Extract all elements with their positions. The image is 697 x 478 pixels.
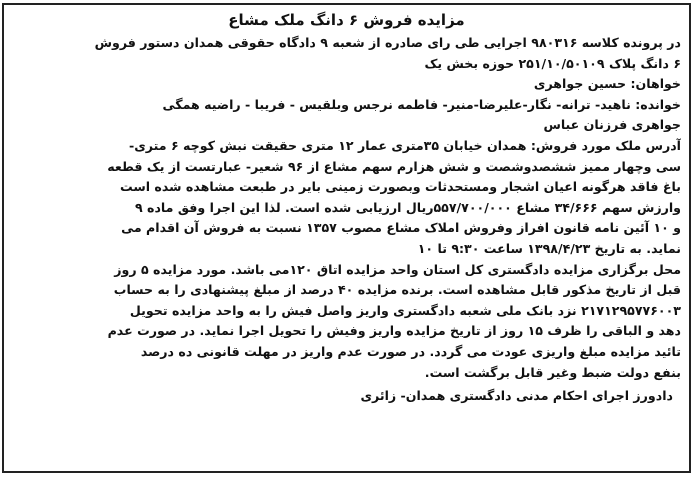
signature-line: دادورز اجرای احکام مدنی دادگستری همدان- زائری xyxy=(360,388,673,404)
body-line: محل برگزاری مزایده دادگستری کل استان واحد مزایده اتاق ۱۲۰می باشد. مورد مزایده ۵ روز xyxy=(114,261,681,277)
body-line: جواهری فرزنان عباس xyxy=(543,117,681,133)
body-line: ۲۱۷۱۲۹۵۷۷۶۰۰۳ نزد بانک ملی شعبه دادگستری واریز واصل فیش را به واحد مزایده تحویل xyxy=(129,302,681,318)
body-line: و ۱۰ آئین نامه قانون افراز وفروش املاک مشاع مصوب ۱۳۵۷ نسبت به فروش آن اقدام می xyxy=(121,220,681,236)
body-line: ۶ دانگ پلاک ۲۵۱/۱۰/۵۰۱۰۹ حوزه بخش یک xyxy=(424,55,681,71)
body-line: خواهان: حسین جواهری xyxy=(533,76,681,92)
notice-body xyxy=(12,33,681,383)
body-line: وارزش سهم ۳۴/۶۶۶ مشاع ۵۵۷/۷۰۰/۰۰۰ریال ارزیابی شده است. لذا این اجرا وفق ماده ۹ xyxy=(134,199,681,215)
body-line: آدرس ملک مورد فروش: همدان خیابان ۳۵متری عمار ۱۲ متری حقیقت نبش کوچه ۶ متری- xyxy=(129,137,681,153)
body-line: در پرونده کلاسه ۹۸۰۳۱۶ اجرایی طی رای صادره از شعبه ۹ دادگاه حقوقی همدان دستور فروش xyxy=(94,35,681,50)
body-line: بنفع دولت ضبط وغیر قابل برگشت است. xyxy=(424,364,681,380)
notice-box xyxy=(2,3,691,473)
body-line: قبل از تاریخ مذکور قابل مشاهده است. برنده مزایده ۴۰ درصد از مبلغ پیشنهادی را به حساب xyxy=(113,282,681,298)
body-line: دهد و الباقی را ظرف ۱۵ روز از تاریخ مزایده واریز وفیش را تحویل اجرا نماید. در صورت عدم xyxy=(107,323,681,339)
body-line: باغ فاقد هرگونه اعیان اشجار ومستحدثات وبصورت زمینی بایر در طبعت مشاهده شده است xyxy=(120,179,681,195)
body-line: تائید مزایده مبلغ واریزی عودت می گردد. در صورت عدم واریز در مهلت قانونی ده درصد xyxy=(140,343,681,359)
body-line: نماید. به تاریخ ۱۳۹۸/۴/۲۳ ساعت ۹:۳۰ تا ۱۰ xyxy=(417,240,681,256)
body-line: سی وچهار ممیز ششصدوشصت و شش هزارم سهم مشاع از ۹۶ شعیر- عبارتست از یک قطعه xyxy=(107,158,681,174)
body-line: خوانده: ناهید- ترانه- نگار-علیرضا-منیر- فاطمه نرجس وبلقیس - فریبا - راضیه همگی xyxy=(162,96,681,112)
notice-title: مزایده فروش ۶ دانگ ملک مشاع xyxy=(228,11,465,29)
